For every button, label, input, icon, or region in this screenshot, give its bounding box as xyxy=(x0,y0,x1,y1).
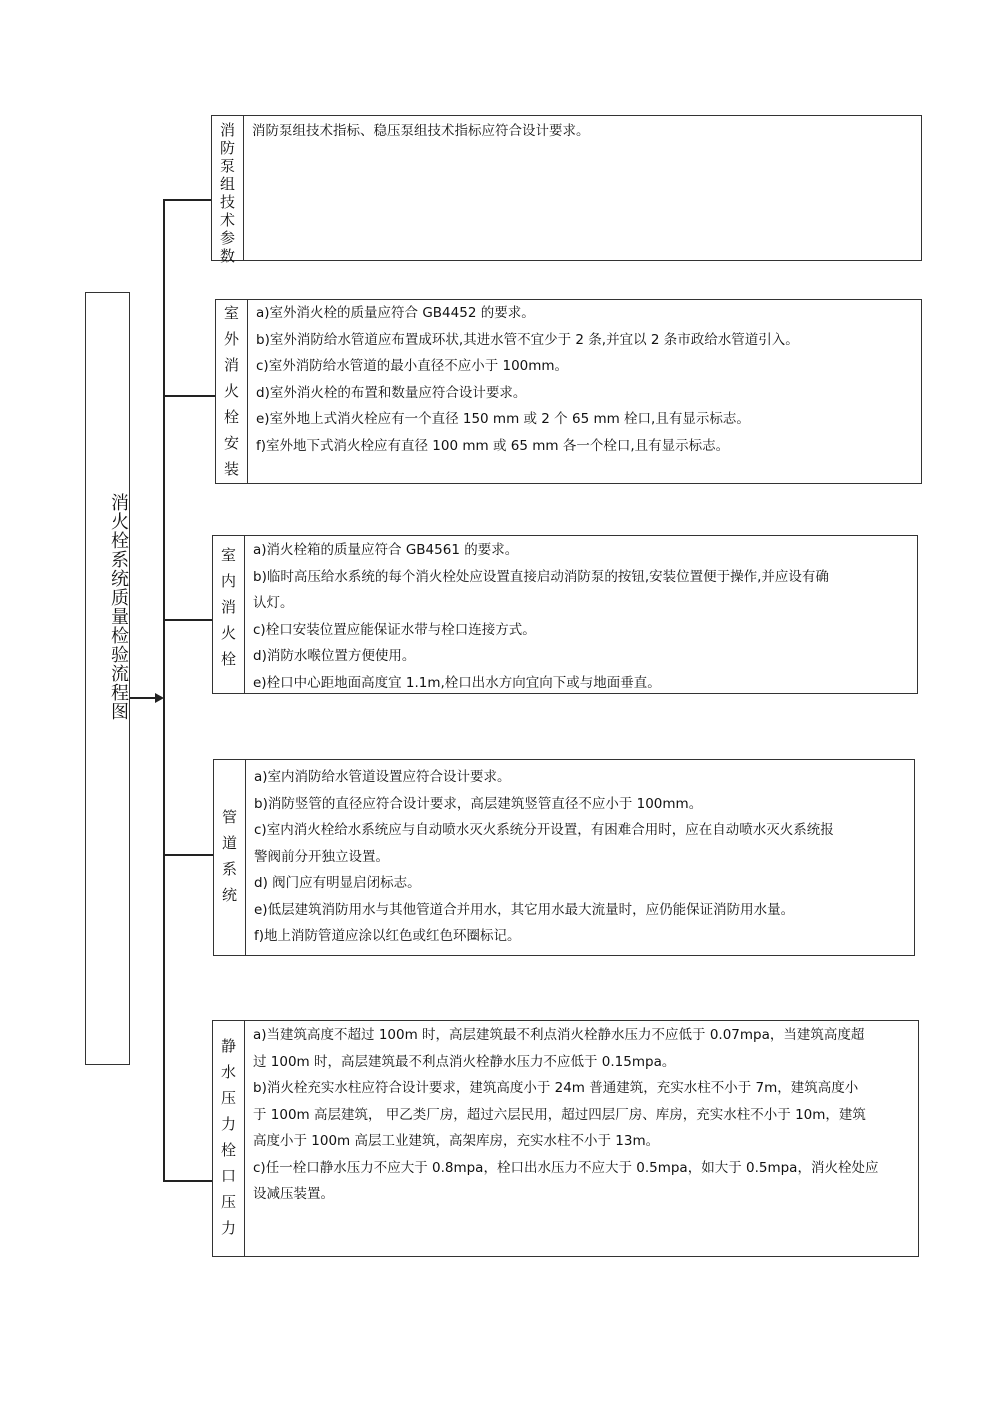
box-indoor-hydrant xyxy=(212,535,918,694)
content-line: b)室外消防给水管道应布置成环状,其进水管不宜少于 2 条,并宜以 2 条市政给水管道引入。 xyxy=(256,331,799,348)
content-line: b)消火栓充实水柱应符合设计要求，建筑高度小于 24m 普通建筑，充实水柱不小于 7m，建筑高度小 xyxy=(253,1080,859,1096)
content-line: 于 100m 高层建筑， 甲乙类厂房，超过六层民用，超过四层厂房、库房，充实水柱不小于 10m，建筑 xyxy=(253,1106,866,1123)
content-line: 过 100m 时，高层建筑最不利点消火栓静水压力不应低于 0.15mpa。 xyxy=(253,1053,676,1070)
content-line: c)室内消火栓给水系统应与自动喷水灭火系统分开设置，有困难合用时，应在自动喷水灭火系统报 xyxy=(254,822,834,838)
box-content xyxy=(253,537,909,696)
box-label-cell xyxy=(214,760,246,955)
content-line: 高度小于 100m 高层工业建筑，高架库房，充实水柱不小于 13m。 xyxy=(253,1133,660,1149)
content-line: a)当建筑高度不超过 100m 时，高层建筑最不利点消火栓静水压力不应低于 0.07mpa，当建筑高度超 xyxy=(253,1027,865,1043)
connector-branch-2 xyxy=(163,395,215,397)
box-static-pressure xyxy=(212,1020,919,1257)
box-label: 消防泵组技术参数 xyxy=(219,121,235,265)
content-line: 设减压装置。 xyxy=(253,1186,334,1202)
box-content xyxy=(252,118,913,145)
content-line: b)临时高压给水系统的每个消火栓处应设置直接启动消防泵的按钮,安装位置便于操作,并应设有确 xyxy=(253,568,829,585)
content-line: c)任一栓口静水压力不应大于 0.8mpa，栓口出水压力不应大于 0.5mpa，如大于 0.5mpa，消火栓处应 xyxy=(253,1159,879,1176)
content-line: 认灯。 xyxy=(253,595,294,611)
box-label-cell xyxy=(212,116,244,265)
box-pipe-system xyxy=(213,759,915,956)
box-label: 室内消火栓 xyxy=(220,546,236,668)
content-line: f)室外地下式消火栓应有直径 100 mm 或 65 mm 各一个栓口,且有显示标志。 xyxy=(256,437,730,454)
arrow-head xyxy=(155,693,164,703)
content-line: c)栓口安装位置应能保证水带与栓口连接方式。 xyxy=(253,621,536,638)
content-line: a)室外消火栓的质量应符合 GB4452 的要求。 xyxy=(256,305,535,321)
main-title: 消火栓系统质量检验流程图 xyxy=(108,493,129,721)
content-line: e)栓口中心距地面高度宜 1.1m,栓口出水方向宜向下或与地面垂直。 xyxy=(253,674,661,691)
content-line: f)地上消防管道应涂以红色或红色环圈标记。 xyxy=(254,928,521,944)
box-label: 室外消火栓安装 xyxy=(223,304,239,478)
box-outdoor-hydrant xyxy=(215,299,922,484)
connector-branch-5 xyxy=(163,1180,212,1182)
content-line: d) 阀门应有明显启闭标志。 xyxy=(254,875,421,891)
connector-main-to-trunk xyxy=(130,697,155,699)
box-content xyxy=(256,300,913,459)
content-line: 消防泵组技术指标、稳压泵组技术指标应符合设计要求。 xyxy=(252,123,590,139)
content-line: e)室外地上式消火栓应有一个直径 150 mm 或 2 个 65 mm 栓口,且有显示标志。 xyxy=(256,411,750,427)
connector-branch-1 xyxy=(163,199,211,201)
box-label-cell xyxy=(213,536,245,693)
box-label-cell xyxy=(213,1021,245,1256)
connector-branch-3 xyxy=(163,619,212,621)
content-line: c)室外消防给水管道的最小直径不应小于 100mm。 xyxy=(256,358,569,374)
content-line: a)室内消防给水管道设置应符合设计要求。 xyxy=(254,769,511,785)
content-line: b)消防竖管的直径应符合设计要求，高层建筑竖管直径不应小于 100mm。 xyxy=(254,795,703,812)
content-line: e)低层建筑消防用水与其他管道合并用水，其它用水最大流量时，应仍能保证消防用水量。 xyxy=(254,901,795,918)
box-label: 管道系统 xyxy=(221,808,237,904)
main-title-box xyxy=(85,292,130,1065)
box-pump-parameters xyxy=(211,115,922,265)
connector-branch-4 xyxy=(163,854,213,856)
box-content xyxy=(254,764,906,950)
content-line: a)消火栓箱的质量应符合 GB4561 的要求。 xyxy=(253,542,519,558)
content-line: d)消防水喉位置方便使用。 xyxy=(253,648,416,664)
box-label: 静水压力栓口压力 xyxy=(220,1037,236,1237)
box-content xyxy=(253,1022,910,1208)
content-line: d)室外消火栓的布置和数量应符合设计要求。 xyxy=(256,384,527,401)
connector-trunk xyxy=(163,199,165,1181)
box-label-cell xyxy=(216,300,248,483)
content-line: 警阀前分开独立设置。 xyxy=(254,848,389,865)
